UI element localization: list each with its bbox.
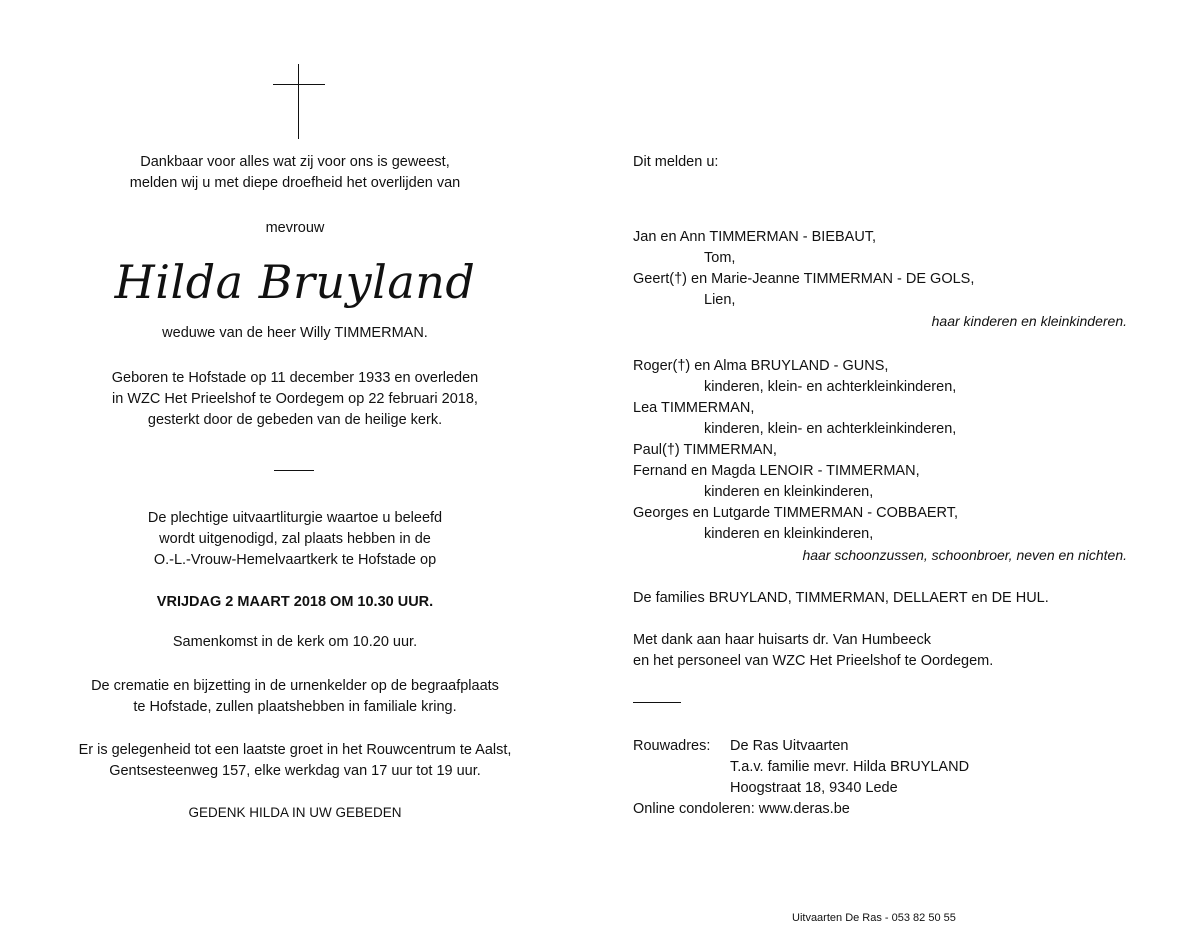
cross-icon xyxy=(273,64,325,139)
footer-credit: Uitvaarten De Ras - 053 82 50 55 xyxy=(792,912,956,924)
family-member: kinderen en kleinkinderen, xyxy=(704,526,874,542)
announce-line: Dit melden u: xyxy=(633,154,719,170)
address-value: De Ras Uitvaarten xyxy=(730,738,849,754)
honorific: mevrouw xyxy=(265,220,325,236)
family-member: kinderen, klein- en achterkleinkinderen, xyxy=(704,421,957,437)
family-member: Jan en Ann TIMMERMAN - BIEBAUT, xyxy=(633,229,877,245)
online-condolence: Online condoleren: www.deras.be xyxy=(633,801,850,817)
birth-line: Geboren te Hofstade op 11 december 1933 en overleden xyxy=(111,370,479,386)
family-member: Georges en Lutgarde TIMMERMAN - COBBAERT, xyxy=(633,505,959,521)
family-member: Geert(†) en Marie-Jeanne TIMMERMAN - DE GOLS, xyxy=(633,271,975,287)
intro-line: melden wij u met diepe droefheid het overlijden van xyxy=(129,175,461,191)
widow-line: weduwe van de heer Willy TIMMERMAN. xyxy=(162,325,428,341)
family-member: Lea TIMMERMAN, xyxy=(633,400,755,416)
address-label: Rouwadres: xyxy=(633,738,711,754)
ceremony-date: VRIJDAG 2 MAART 2018 OM 10.30 UUR. xyxy=(156,594,434,610)
intro-line: Dankbaar voor alles wat zij voor ons is geweest, xyxy=(140,154,450,170)
thanks-line: en het personeel van WZC Het Prieelshof te Oordegem. xyxy=(633,653,994,669)
thanks-line: Met dank aan haar huisarts dr. Van Humbeeck xyxy=(633,632,931,648)
birth-line: in WZC Het Prieelshof te Oordegem op 22 februari 2018, xyxy=(112,391,478,407)
greeting-line: Er is gelegenheid tot een laatste groet in het Rouwcentrum te Aalst, xyxy=(78,742,512,758)
address-line: T.a.v. familie mevr. Hilda BRUYLAND xyxy=(730,759,970,775)
family-role: haar kinderen en kleinkinderen. xyxy=(931,313,1127,329)
divider xyxy=(633,702,681,703)
family-member: Roger(†) en Alma BRUYLAND - GUNS, xyxy=(633,358,889,374)
families-line: De families BRUYLAND, TIMMERMAN, DELLAERT en DE HUL. xyxy=(633,590,1049,606)
liturgy-line: De plechtige uitvaartliturgie waartoe u beleefd xyxy=(147,510,443,526)
meeting-time: Samenkomst in de kerk om 10.20 uur. xyxy=(172,634,418,650)
family-member: Paul(†) TIMMERMAN, xyxy=(633,442,777,458)
family-member: kinderen, klein- en achterkleinkinderen, xyxy=(704,379,957,395)
remember-line: GEDENK HILDA IN UW GEBEDEN xyxy=(188,805,402,820)
liturgy-line: wordt uitgenodigd, zal plaats hebben in de xyxy=(159,531,431,547)
greeting-line: Gentsesteenweg 157, elke werkdag van 17 uur tot 19 uur. xyxy=(109,763,481,779)
cremation-line: De crematie en bijzetting in de urnenkelder op de begraafplaats xyxy=(91,678,499,694)
family-role: haar schoonzussen, schoonbroer, neven en nichten. xyxy=(802,547,1127,563)
liturgy-line: O.-L.-Vrouw-Hemelvaartkerk te Hofstade op xyxy=(153,552,437,568)
cremation-line: te Hofstade, zullen plaatshebben in familiale kring. xyxy=(133,699,457,715)
family-member: kinderen en kleinkinderen, xyxy=(704,484,874,500)
address-line xyxy=(633,736,848,757)
birth-line: gesterkt door de gebeden van de heilige kerk. xyxy=(147,412,443,428)
family-member: Fernand en Magda LENOIR - TIMMERMAN, xyxy=(633,463,920,479)
divider xyxy=(274,470,314,471)
address-line: Hoogstraat 18, 9340 Lede xyxy=(730,780,898,796)
deceased-name: Hilda Bruyland xyxy=(114,255,476,309)
family-member: Tom, xyxy=(704,250,736,266)
family-member: Lien, xyxy=(704,292,736,308)
